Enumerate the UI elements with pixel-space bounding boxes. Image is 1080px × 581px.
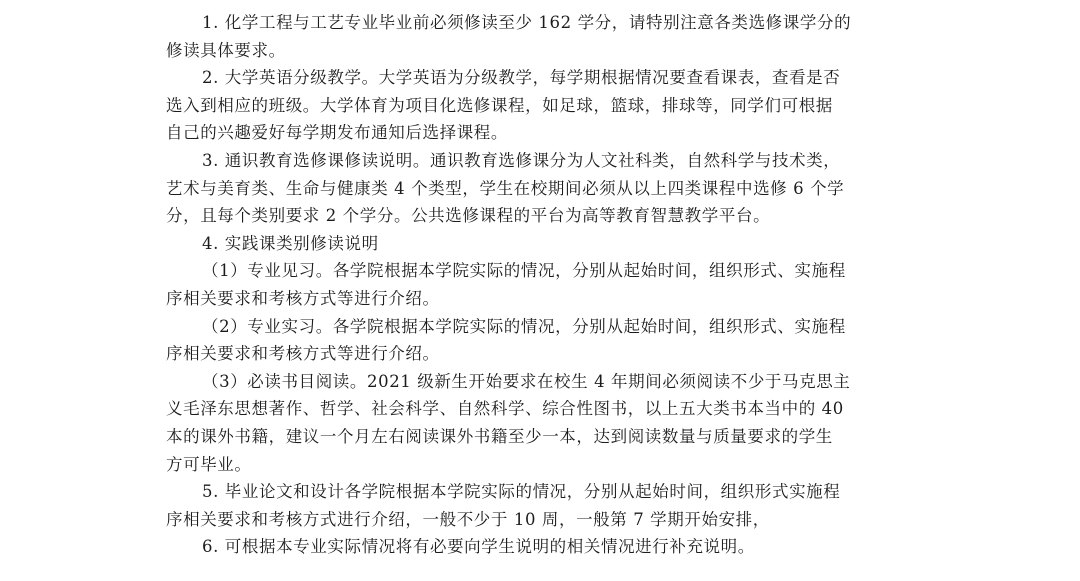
text-line: 2. 大学英语分级教学。大学英语为分级教学，每学期根据情况要查看课表，查看是否 <box>202 68 841 88</box>
text-line: 分，且每个类别要求 2 个学分。公共选修课程的平台为高等教育智慧教学平台。 <box>166 206 771 226</box>
text-line: 3. 通识教育选修课修读说明。通识教育选修课分为人文社科类，自然科学与技术类， <box>202 150 841 170</box>
text-line: 4. 实践课类别修读说明 <box>202 233 379 253</box>
text-line: 5. 毕业论文和设计各学院根据本学院实际的情况，分别从起始时间，组织形式实施程 <box>202 482 841 502</box>
text-line: 修读具体要求。 <box>166 40 286 60</box>
document-body <box>166 9 926 561</box>
text-line: 义毛泽东思想著作、哲学、社会科学、自然科学、综合性图书，以上五大类书本当中的 40 <box>166 399 844 419</box>
text-line: 选入到相应的班级。大学体育为项目化选修课程，如足球，篮球，排球等，同学们可根据 <box>166 95 833 115</box>
text-line: 序相关要求和考核方式进行介绍，一般不少于 10 周，一般第 7 学期开始安排， <box>166 509 770 529</box>
text-line: 6. 可根据本专业实际情况将有必要向学生说明的相关情况进行补充说明。 <box>202 537 755 557</box>
text-line: （1）专业见习。各学院根据本学院实际的情况，分别从起始时间，组织形式、实施程 <box>202 261 846 281</box>
text-line: 自己的兴趣爱好每学期发布通知后选择课程。 <box>166 123 508 143</box>
text-line: 艺术与美育类、生命与健康类 4 个类型，学生在校期间必须从以上四类课程中选修 6 个学 <box>166 178 845 198</box>
text-line: （3）必读书目阅读。2021 级新生开始要求在校生 4 年期间必须阅读不少于马克思主 <box>202 371 851 391</box>
text-line: 方可毕业。 <box>166 454 252 474</box>
text-line: 序相关要求和考核方式等进行介绍。 <box>166 288 440 308</box>
text-line: 序相关要求和考核方式等进行介绍。 <box>166 344 440 364</box>
text-line: 1. 化学工程与工艺专业毕业前必须修读至少 162 学分，请特别注意各类选修课学分的 <box>202 13 852 32</box>
text-line: 本的课外书籍，建议一个月左右阅读课外书籍至少一本，达到阅读数量与质量要求的学生 <box>166 426 833 446</box>
text-line: （2）专业实习。各学院根据本学院实际的情况，分别从起始时间，组织形式、实施程 <box>202 316 846 336</box>
